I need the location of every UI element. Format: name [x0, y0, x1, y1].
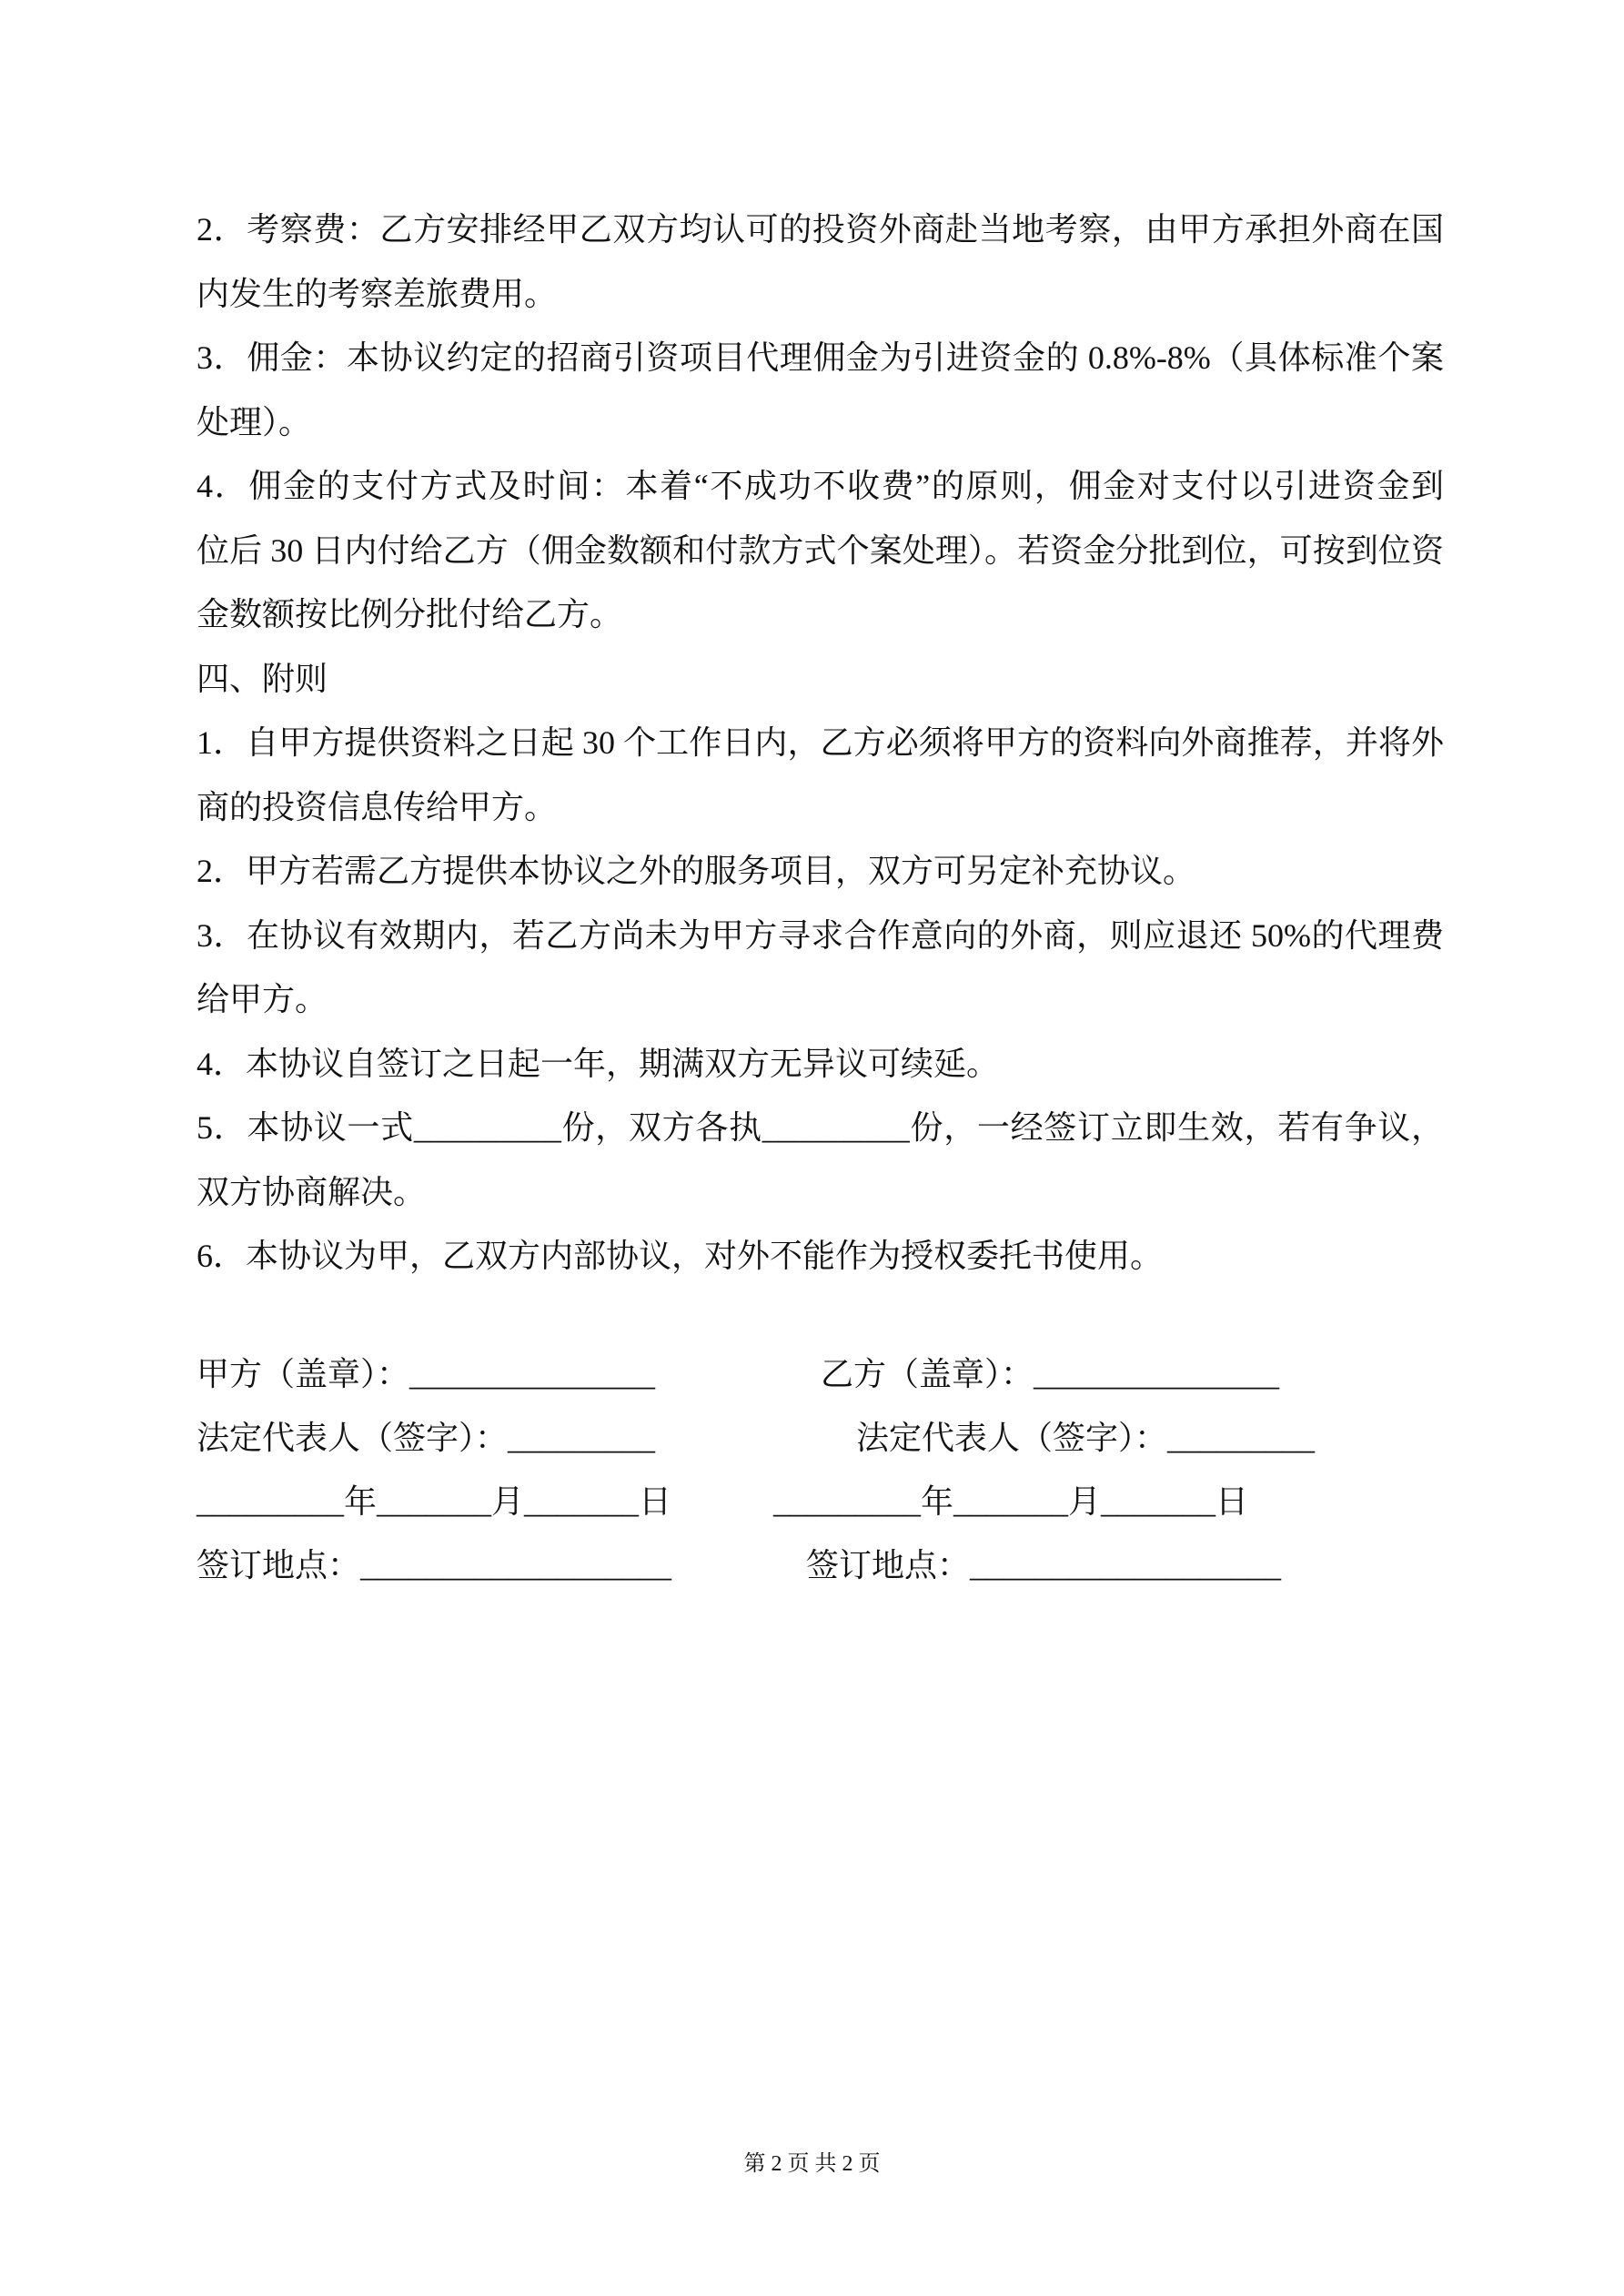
clause-line: 2．考察费：乙方安排经甲乙双方均认可的投资外商赴当地考察，由甲方承担外商在国 [197, 211, 1444, 248]
party-a-place-field: 签订地点：___________________ [197, 1546, 672, 1583]
clause-line: 3．在协议有效期内，若乙方尚未为甲方寻求合作意向的外商，则应退还 50%的代理费 [197, 916, 1444, 954]
clause-line: 内发生的考察差旅费用。 [197, 275, 558, 312]
clause-paragraph [197, 1096, 1444, 1224]
party-a-seal-field: 甲方（盖章）：_______________ [197, 1355, 656, 1392]
clause-paragraph [197, 1032, 1444, 1097]
clause-line: 双方协商解决。 [197, 1173, 427, 1210]
party-a-representative-field: 法定代表人（签字）：_________ [197, 1419, 656, 1456]
clause-line: 位后 30 日内付给乙方（佣金数额和付款方式个案处理）。若资金分批到位，可按到位资 [197, 531, 1444, 569]
clause-paragraph [197, 197, 1444, 326]
clause-line: 3．佣金：本协议约定的招商引资项目代理佣金为引进资金的 0.8%-8%（具体标准个案 [197, 339, 1444, 376]
clause-line: 2．甲方若需乙方提供本协议之外的服务项目，双方可另定补充协议。 [197, 853, 1196, 889]
clause-paragraph [197, 326, 1444, 454]
signature-block [197, 1354, 1444, 1609]
clause-line: 处理）。 [197, 403, 312, 440]
clause-paragraph [197, 454, 1444, 647]
party-b-seal-field: 乙方（盖章）：_______________ [821, 1355, 1280, 1392]
party-a-date-field: _________年_______月_______日 [197, 1482, 671, 1520]
party-b-place-field: 签订地点：___________________ [806, 1546, 1282, 1583]
agreement-page-content [197, 197, 1444, 1609]
clause-line: 商的投资信息传给甲方。 [197, 788, 558, 825]
date-row [197, 1482, 1444, 1545]
clause-line: 给甲方。 [197, 981, 328, 1017]
clause-line: 6．本协议为甲，乙双方内部协议，对外不能作为授权委托书使用。 [197, 1238, 1164, 1274]
place-row [197, 1545, 1444, 1609]
clause-line: 4．佣金的支付方式及时间：本着“不成功不收费”的原则，佣金对支付以引进资金到 [197, 468, 1444, 504]
clause-paragraph [197, 647, 1444, 712]
clause-line: 1．自甲方提供资料之日起 30 个工作日内，乙方必须将甲方的资料向外商推荐，并将外 [197, 724, 1444, 761]
clause-line: 四、附则 [197, 660, 328, 697]
clause-paragraph [197, 839, 1444, 904]
party-b-representative-field: 法定代表人（签字）：_________ [856, 1419, 1316, 1456]
clause-paragraph [197, 1224, 1444, 1289]
page-number: 第 2 页 共 2 页 [743, 2152, 881, 2176]
agreement-body [197, 197, 1444, 1289]
clause-line: 金数额按比例分批付给乙方。 [197, 596, 623, 632]
clause-line: 4．本协议自签订之日起一年，期满双方无异议可续延。 [197, 1045, 1000, 1082]
clause-line: 5．本协议一式_________份，双方各执_________份，一经签订立即生效，若有争议， [197, 1109, 1444, 1146]
clause-paragraph [197, 904, 1444, 1032]
representative-row [197, 1418, 1444, 1482]
seal-row [197, 1354, 1444, 1418]
party-b-date-field: _________年_______月_______日 [773, 1482, 1248, 1520]
clause-paragraph [197, 711, 1444, 839]
